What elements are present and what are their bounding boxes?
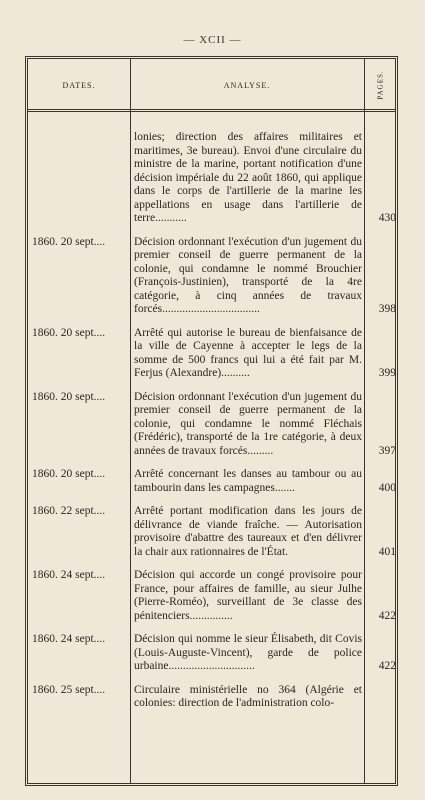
entry-page: 430 <box>378 212 396 224</box>
entry-analysis: Décision qui nomme le sieur Élisabeth, dit Covis (Louis-Auguste-Vincent), garde de police urbaine.............................. <box>134 633 362 672</box>
entry-page: 422 <box>378 609 396 622</box>
entry-date: 1860. 20 sept.... <box>32 326 106 339</box>
entries-list <box>28 131 395 721</box>
entry-date: 1860. 20 sept.... <box>32 235 106 248</box>
entry-analysis: lonies; direction des affaires militaires et maritimes, 3e bureau). Envoi d'une circulaire du ministre de la marine, portant notification d'une décision impériale du 22 août 1860, qui applique dans le corps de l'artillerie de la marine les appellations en usage dans l'artillerie de terre........... <box>134 131 362 224</box>
header-analyse: ANALYSE. <box>223 81 271 90</box>
entry-page: 401 <box>378 545 396 558</box>
table-row <box>28 236 395 317</box>
entry-date: 1860. 25 sept.... <box>32 683 106 696</box>
header-dates: DATES. <box>62 81 96 90</box>
table-row <box>28 391 395 459</box>
entry-analysis: Arrêté qui autorise le bureau de bienfaisance de la ville de Cayenne à accepter le legs de la somme de 500 francs qui lui a été fait par M. Ferjus (Alexandre).......... <box>134 326 362 379</box>
entry-analysis: Décision qui accorde un congé provisoire pour France, pour affaires de famille, au sieur Julhe (Pierre-Roméo), surveillant de 3e classe des pénitenciers............... <box>134 569 362 622</box>
table-header-row <box>28 59 395 112</box>
table-row <box>28 327 395 381</box>
entry-date: 1860. 20 sept.... <box>32 468 106 480</box>
entry-date: 1860. 24 sept.... <box>32 569 106 581</box>
entry-page: 398 <box>378 303 396 315</box>
entry-date: 1860. 24 sept.... <box>32 633 106 645</box>
index-table <box>25 56 398 786</box>
table-row <box>28 684 395 711</box>
table-row <box>28 633 395 674</box>
entry-date: 1860. 22 sept.... <box>32 505 106 517</box>
entry-analysis: Arrêté concernant les danses au tambour ou au tambourin dans les campagnes....... <box>134 468 362 494</box>
entry-page: 399 <box>378 367 396 379</box>
entry-page: 422 <box>378 660 396 672</box>
table-row <box>28 468 395 495</box>
header-pages <box>368 65 394 105</box>
entry-page: 400 <box>378 481 396 494</box>
header-pages-label: PAGES. <box>377 70 385 100</box>
entry-analysis: Décision ordonnant l'exécution d'un jugement du premier conseil de guerre permanent de la colonie, qui condamne le nommé Brouchier (François-Justinien), transporté de la 4re catégorie, à cinq années de travaux forcés.................................. <box>134 235 362 315</box>
entry-date: 1860. 20 sept.... <box>32 390 106 403</box>
entry-analysis: Circulaire ministérielle no 364 (Algérie et colonies: direction de l'administration colo- <box>134 683 362 709</box>
page-number-header: — XCII — <box>183 34 242 46</box>
table-row <box>28 569 395 623</box>
table-row <box>28 505 395 559</box>
entry-analysis: Décision ordonnant l'exécution d'un jugement du premier conseil de guerre permanent de la colonie, qui condamne le nommé Fléchais (Frédéric), transporté de la 1re catégorie, à deux années de travaux forcés......... <box>134 390 362 457</box>
entry-analysis: Arrêté portant modification dans les jours de délivrance de viande fraîche. — Autorisation provisoire d'abattre des taureaux et d'en délivrer la chair aux rationnaires de l'État. <box>134 505 362 558</box>
table-row <box>28 131 395 226</box>
entry-page: 397 <box>378 444 396 457</box>
